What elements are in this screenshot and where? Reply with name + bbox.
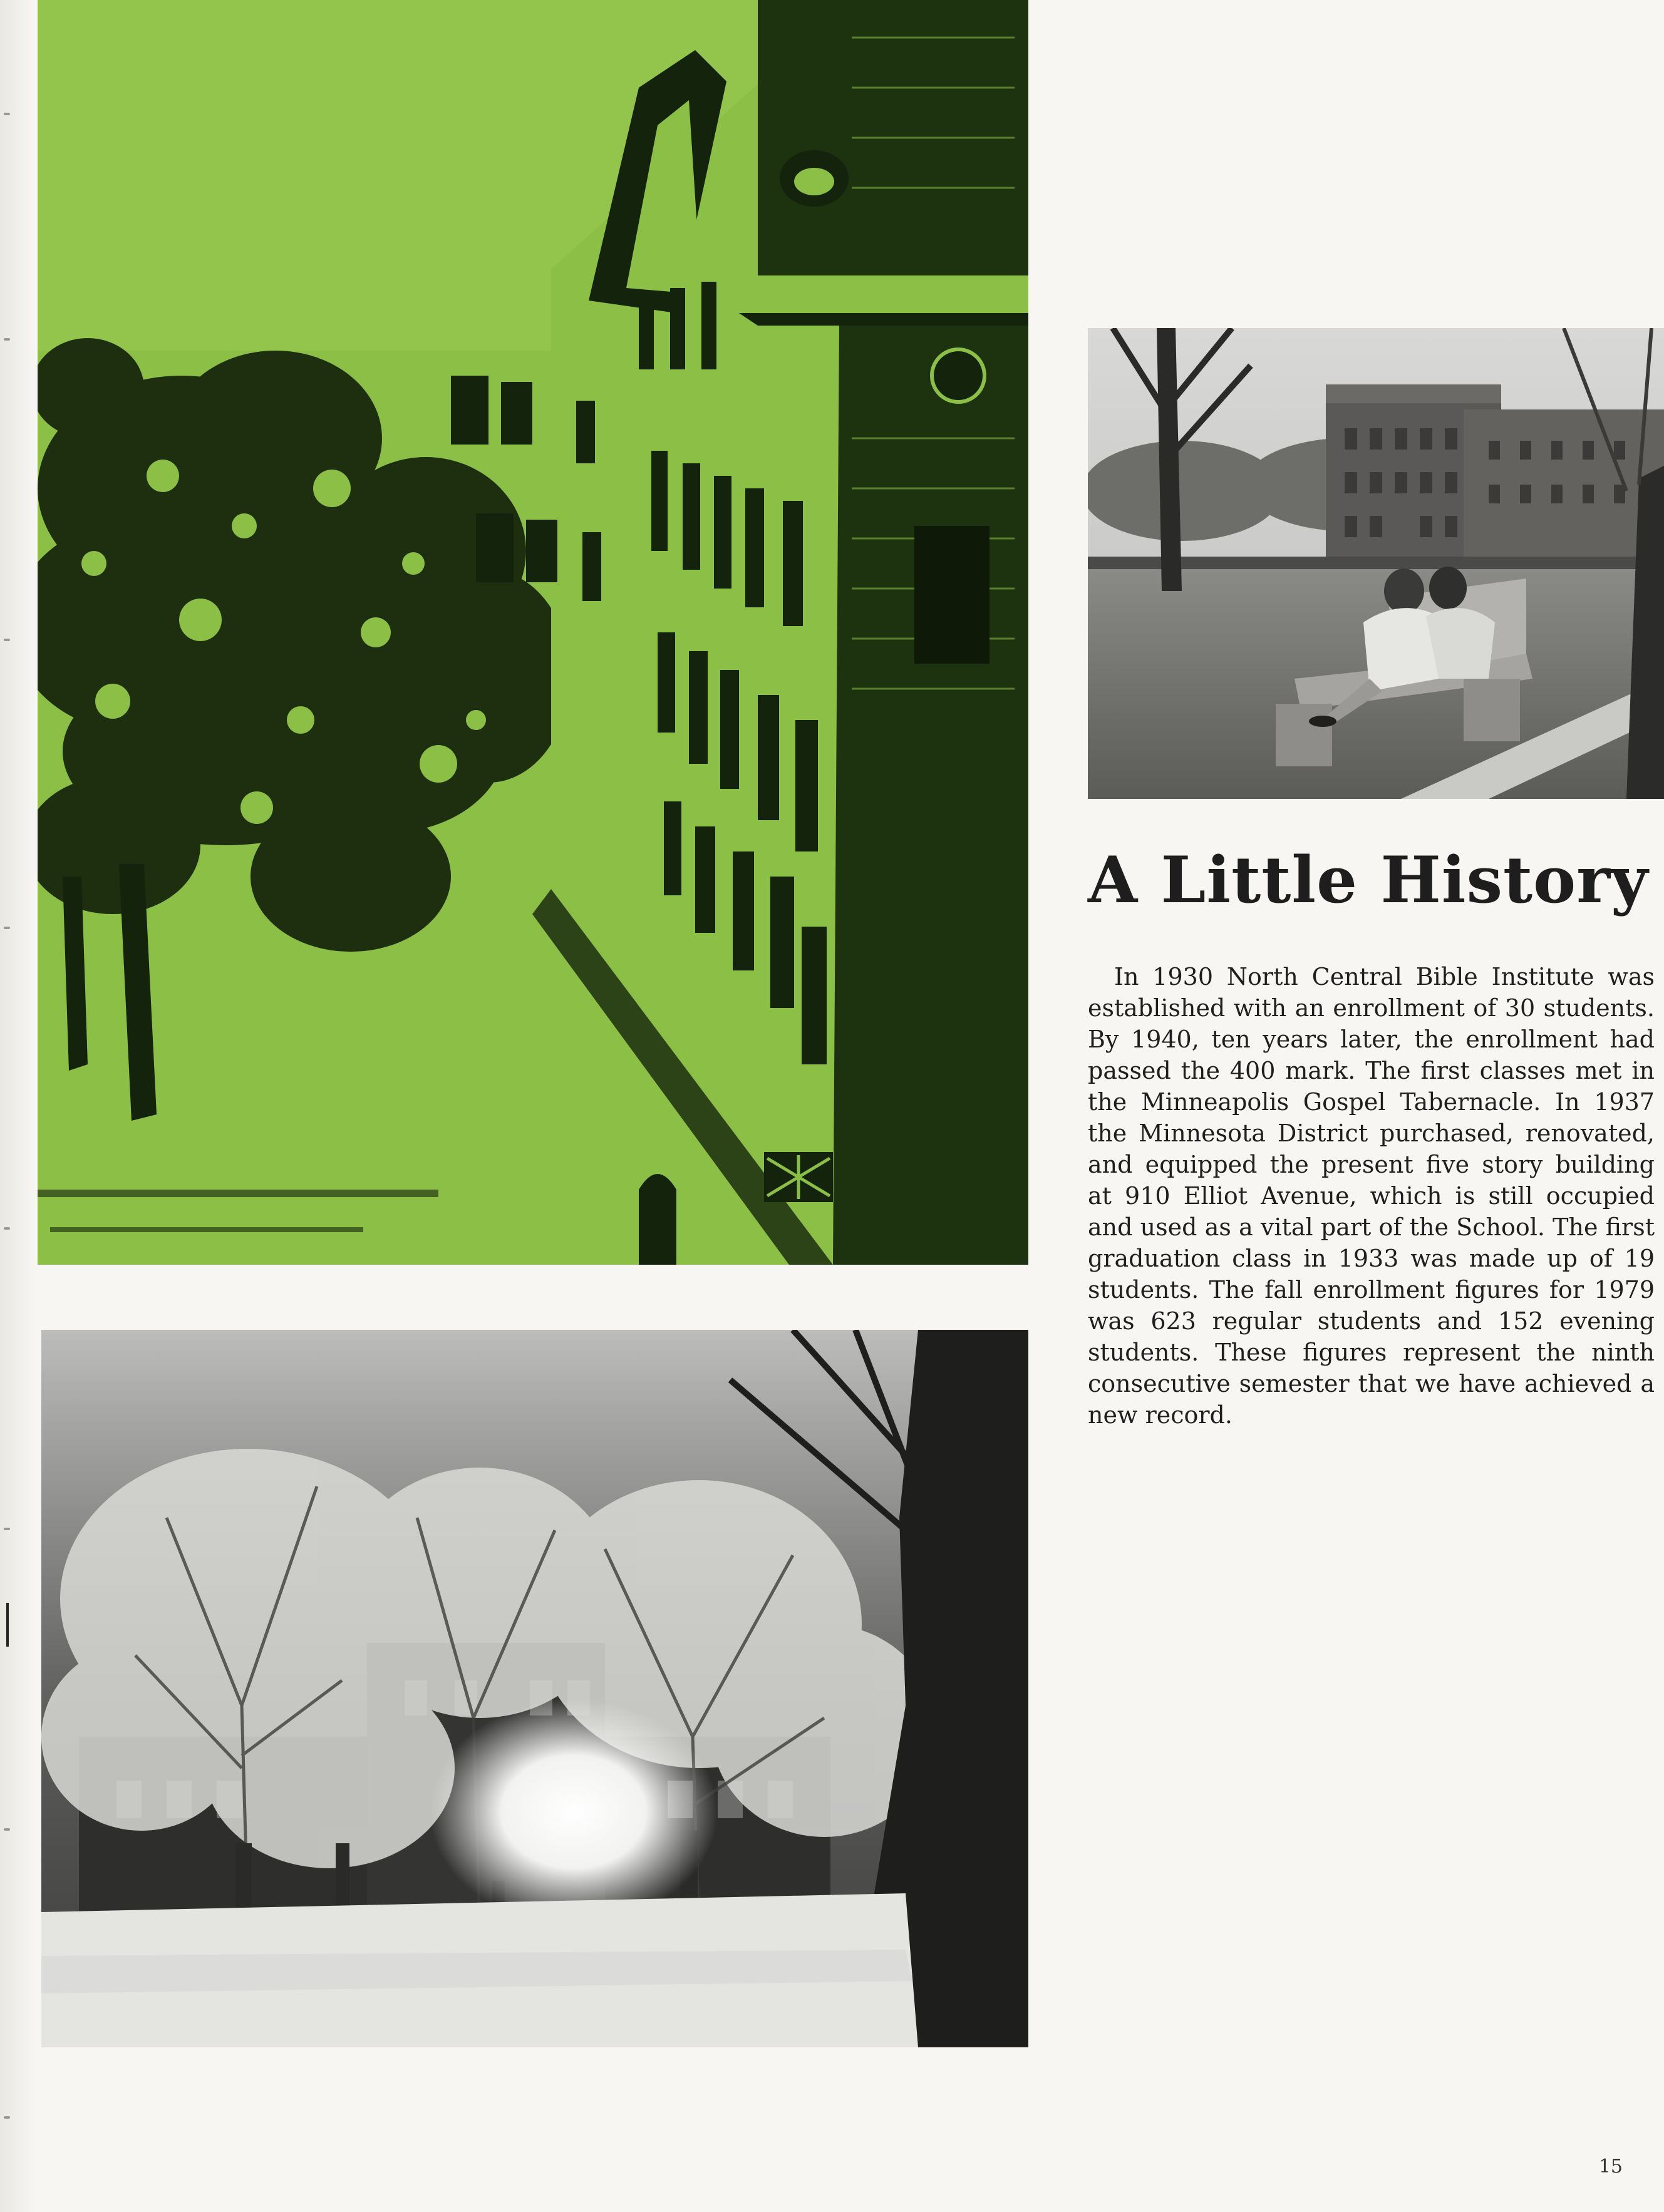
bench-campus-photo [1088,328,1664,799]
binding-hole [4,338,10,341]
binding-mark [6,1603,9,1647]
binding-hole [4,1227,10,1230]
winter-campus-illustration [41,1330,1028,2047]
binding-hole [4,1828,10,1831]
binding-hole [4,113,10,115]
page-binding-edge [0,0,36,2212]
page-title: A Little History [1088,843,1649,918]
page-number: 15 [1598,2156,1623,2178]
binding-hole [4,639,10,641]
green-building-illustration [38,0,1028,1265]
binding-hole [4,1528,10,1530]
history-paragraph: In 1930 North Central Bible Institute was established with an enrollment of 30 students. By 1940, ten years later, the enrollment had passed the 400 mark. The first classes met in the Minneapolis Gospel Tabernacle. In 1937 the Minnesota District purchased, renovated, and equipped the present five story building at 910 Elliot Avenue, which is still occupied and used as a vital part of the School. The first graduation class in 1933 was made up of 19 students. The fall enrollment figures for 1979 was 623 regular students and 152 evening students. These figures represent the ninth consecutive semester that we have achieved a new record. [1088,963,1655,1429]
green-building-photo [38,0,1028,1265]
winter-campus-photo [41,1330,1028,2047]
binding-hole [4,2116,10,2119]
bench-campus-illustration [1088,328,1664,799]
binding-hole [4,927,10,929]
